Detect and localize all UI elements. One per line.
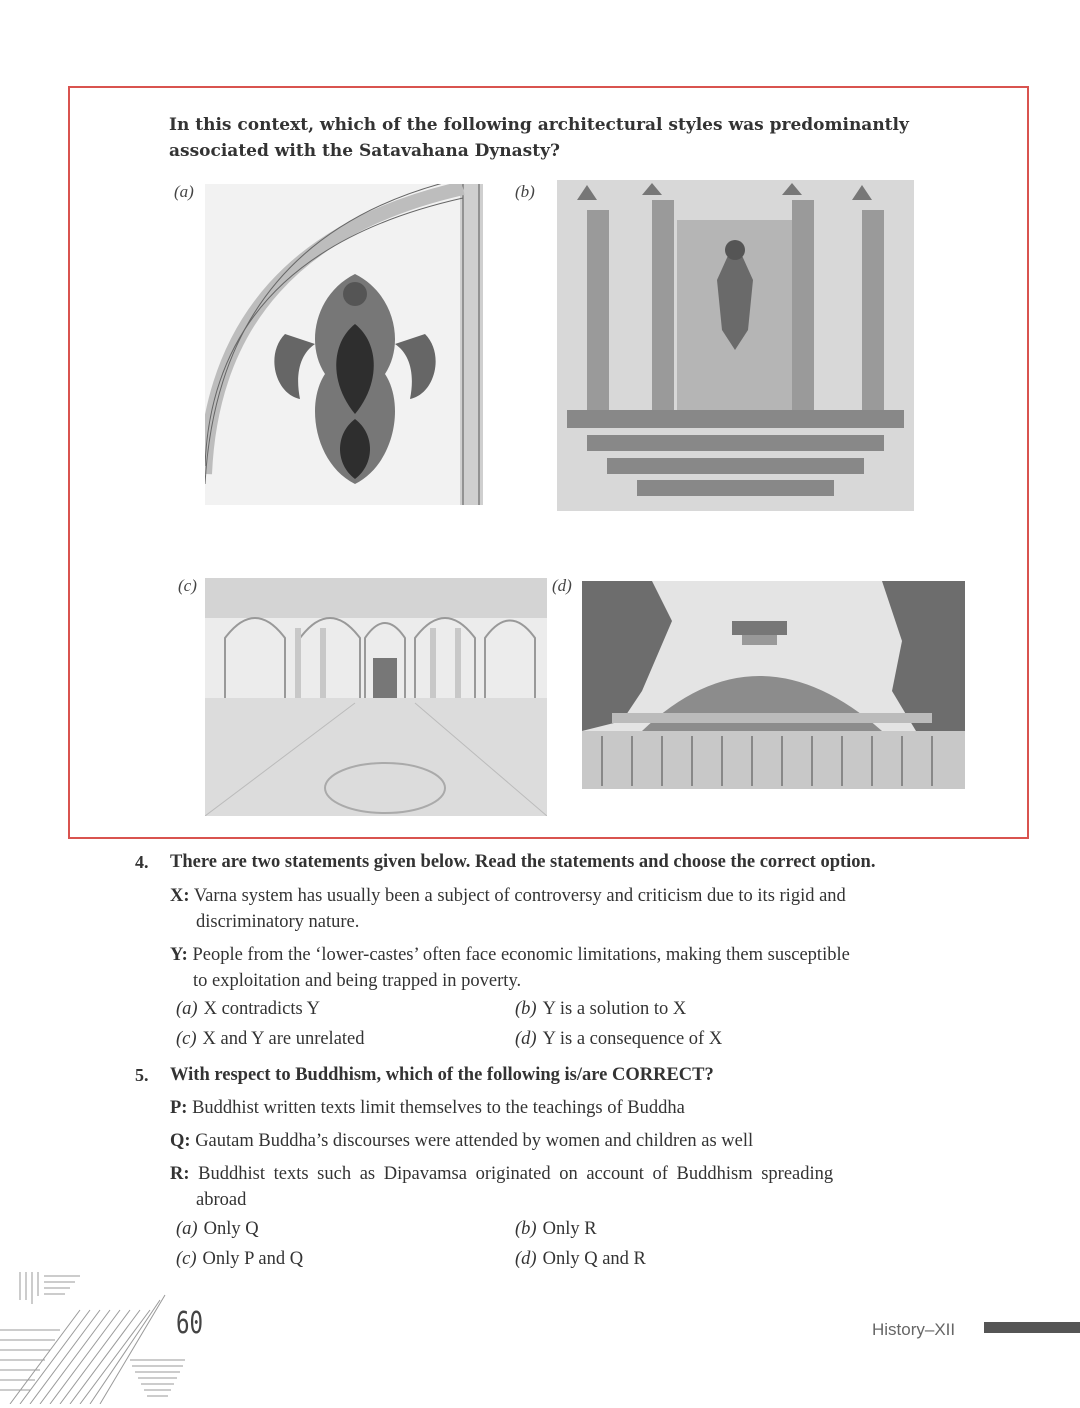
islamic-arabesque-panel-image: [205, 184, 483, 505]
q5-option-b-label: (b): [515, 1219, 537, 1239]
dravidian-temple-facade-image: [557, 180, 914, 511]
statement-y-line1: People from the ‘lower-castes’ often face economic limitations, making them susceptible: [192, 945, 850, 965]
q4-option-c-label: (c): [176, 1029, 197, 1049]
q5-option-a-text: Only Q: [203, 1219, 259, 1239]
question-5-text: With respect to Buddhism, which of the following is/are CORRECT?: [170, 1065, 714, 1085]
q4-option-d-text: Y is a consequence of X: [542, 1029, 723, 1049]
q4-option-a-label: (a): [176, 999, 198, 1019]
option-b-label: (b): [515, 182, 535, 201]
statement-q: [170, 1128, 753, 1154]
statement-x: [170, 883, 846, 909]
q4-option-b-text: Y is a solution to X: [542, 999, 687, 1019]
statement-x-line1: Varna system has usually been a subject of controversy and criticism due to its rigid and: [193, 886, 846, 906]
q5-option-c-text: Only P and Q: [202, 1249, 304, 1269]
statement-q-key: Q:: [170, 1131, 191, 1151]
q5-option-c[interactable]: [176, 1249, 303, 1270]
q4-option-c-text: X and Y are unrelated: [202, 1029, 365, 1049]
q5-option-d-label: (d): [515, 1249, 537, 1269]
statement-r-line1: Buddhist texts such as Dipavamsa originated on account of Buddhism spreading: [198, 1164, 834, 1184]
statement-q-line1: Gautam Buddha’s discourses were attended by women and children as well: [195, 1131, 754, 1151]
sanchi-stupa-image: [582, 581, 965, 789]
statement-y: [170, 942, 850, 968]
option-d-label: (d): [552, 576, 572, 595]
question-4-text: There are two statements given below. Read the statements and choose the correct option.: [170, 852, 876, 872]
statement-y-line2: to exploitation and being trapped in poverty.: [193, 971, 522, 991]
q5-option-a-label: (a): [176, 1219, 198, 1239]
q4-option-d[interactable]: [515, 1029, 722, 1050]
statement-x-line2: discriminatory nature.: [196, 912, 360, 932]
q5-option-d-text: Only Q and R: [542, 1249, 646, 1269]
q4-option-a-text: X contradicts Y: [203, 999, 321, 1019]
footer-decoration: [0, 1270, 200, 1404]
page-number: 60: [176, 1306, 204, 1341]
q4-option-b[interactable]: [515, 999, 686, 1020]
question-3-text: In this context, which of the following architectural styles was predominantly associated with the Satavahana Dynasty?: [169, 115, 909, 161]
q4-option-d-label: (d): [515, 1029, 537, 1049]
footer-bar: [984, 1322, 1080, 1333]
statement-p-key: P:: [170, 1098, 188, 1118]
book-title: History–XII: [872, 1320, 956, 1339]
statement-r-key: R:: [170, 1164, 190, 1184]
statement-y-key: Y:: [170, 945, 188, 965]
q4-option-a[interactable]: [176, 999, 320, 1020]
statement-p-line1: Buddhist written texts limit themselves to the teachings of Buddha: [192, 1098, 685, 1118]
statement-p: [170, 1095, 685, 1121]
option-c-label: (c): [178, 576, 197, 595]
option-a-label: (a): [174, 182, 194, 201]
question-4-number: 4.: [135, 852, 149, 872]
q4-option-c[interactable]: [176, 1029, 365, 1050]
q5-option-a[interactable]: [176, 1219, 259, 1240]
q5-option-c-label: (c): [176, 1249, 197, 1269]
q5-option-d[interactable]: [515, 1249, 646, 1270]
q5-option-b[interactable]: [515, 1219, 597, 1240]
statement-r-line2: abroad: [196, 1190, 247, 1210]
statement-x-key: X:: [170, 886, 190, 906]
q4-option-b-label: (b): [515, 999, 537, 1019]
q5-option-b-text: Only R: [542, 1219, 597, 1239]
question-5-number: 5.: [135, 1065, 149, 1085]
statement-r: [170, 1161, 833, 1187]
palace-hall-interior-image: [205, 578, 547, 816]
